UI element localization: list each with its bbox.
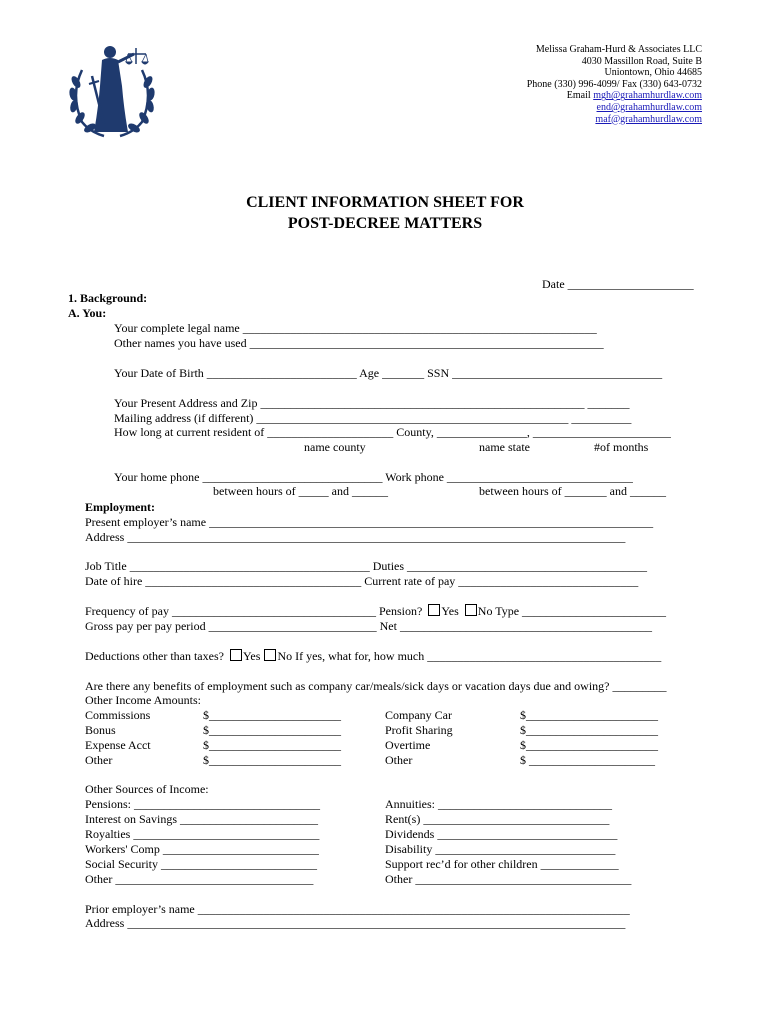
income-value-field[interactable]: $______________________ — [520, 738, 658, 752]
pension-no-checkbox[interactable] — [465, 604, 477, 616]
deductions-detail-field[interactable]: No If yes, what for, how much _______________________________________ — [277, 649, 662, 663]
firm-email-row — [527, 90, 702, 102]
other-source-field[interactable]: Disability ______________________________ — [385, 842, 616, 856]
firm-city: Uniontown, Ohio 44685 — [604, 67, 702, 79]
home-phone-hours[interactable]: between hours of _____ and ______ — [213, 484, 388, 498]
deductions-no-checkbox[interactable] — [264, 649, 276, 661]
other-names-field[interactable]: Other names you have used ___________________________________________________________ — [114, 336, 604, 350]
hire-date-field[interactable]: Date of hire ____________________________________ Current rate of pay ______________________________ — [85, 574, 639, 588]
income-value-field[interactable]: $______________________ — [520, 708, 658, 722]
other-sources-heading: Other Sources of Income: — [85, 782, 209, 796]
income-label: Commissions — [85, 708, 151, 722]
income-label: Overtime — [385, 738, 431, 752]
phone-field[interactable]: Your home phone ______________________________ Work phone _______________________________ — [114, 470, 633, 484]
letterhead — [527, 44, 702, 125]
income-value-field[interactable]: $ _____________________ — [520, 753, 655, 767]
pension-yes-checkbox[interactable] — [428, 604, 440, 616]
title-line-2: POST-DECREE MATTERS — [287, 215, 483, 232]
income-value-field[interactable]: $______________________ — [203, 723, 341, 737]
pay-frequency-row — [85, 604, 666, 618]
deductions-row — [85, 649, 661, 663]
other-source-field[interactable]: Interest on Savings _______________________ — [85, 812, 318, 826]
page-title — [0, 192, 770, 234]
income-label: Profit Sharing — [385, 723, 453, 737]
title-line-1: CLIENT INFORMATION SHEET FOR — [246, 194, 524, 211]
job-title-field[interactable]: Job Title ________________________________________ Duties ________________________________________ — [85, 559, 648, 573]
income-label: Other — [385, 753, 413, 767]
employment-heading: Employment: — [85, 500, 155, 514]
residency-field[interactable]: How long at current resident of _____________________ County, _______________, _______________________ — [114, 425, 671, 439]
work-phone-hours[interactable]: between hours of _______ and ______ — [479, 484, 666, 498]
other-source-field[interactable]: Social Security __________________________ — [85, 857, 317, 871]
income-value-field[interactable]: $______________________ — [203, 738, 341, 752]
deductions-yes-checkbox[interactable] — [230, 649, 242, 661]
pay-frequency-field[interactable]: Frequency of pay __________________________________ Pension? — [85, 604, 423, 618]
other-source-field[interactable]: Pensions: _______________________________ — [85, 797, 321, 811]
other-income-heading: Other Income Amounts: — [85, 693, 201, 707]
email-link-maf[interactable]: maf@grahamhurdlaw.com — [595, 113, 702, 125]
firm-phone: Phone (330) 996-4099/ Fax (330) 643-0732 — [526, 78, 702, 90]
income-value-field[interactable]: $______________________ — [203, 708, 341, 722]
section-background-heading: 1. Background: — [68, 291, 148, 305]
pension-yes-label: Yes — [441, 604, 459, 618]
email-label: Email — [566, 90, 591, 102]
other-source-field[interactable]: Support rec’d for other children _____________ — [385, 857, 619, 871]
label-name-county: name county — [304, 440, 366, 454]
label-name-state: name state — [479, 440, 530, 454]
email-link-mgh[interactable]: mgh@grahamhurdlaw.com — [593, 90, 702, 102]
deductions-label: Deductions other than taxes? — [85, 649, 224, 663]
income-label: Company Car — [385, 708, 452, 722]
dob-age-ssn-field[interactable]: Your Date of Birth _________________________ Age _______ SSN ___________________________________ — [114, 366, 663, 380]
pension-no-type-field[interactable]: No Type ________________________ — [477, 604, 667, 618]
mailing-address-field[interactable]: Mailing address (if different) ____________________________________________________ __________ — [114, 411, 632, 425]
date-field[interactable]: Date _____________________ — [542, 277, 694, 291]
employer-address-field[interactable]: Address ___________________________________________________________________________________ — [85, 530, 626, 544]
other-source-field[interactable]: Annuities: _____________________________ — [385, 797, 612, 811]
income-label: Other — [85, 753, 113, 767]
subsection-you-heading: A. You: — [68, 306, 107, 320]
other-source-field[interactable]: Royalties _______________________________ — [85, 827, 320, 841]
other-source-field[interactable]: Dividends ______________________________ — [385, 827, 618, 841]
firm-street: 4030 Massillon Road, Suite B — [581, 55, 702, 67]
income-value-field[interactable]: $______________________ — [520, 723, 658, 737]
income-value-field[interactable]: $______________________ — [203, 753, 341, 767]
deductions-yes-label: Yes — [242, 649, 261, 663]
other-source-field[interactable]: Other ____________________________________ — [385, 872, 632, 886]
email-link-end[interactable]: end@grahamhurdlaw.com — [596, 101, 702, 113]
firm-name: Melissa Graham-Hurd & Associates LLC — [535, 44, 702, 55]
employer-name-field[interactable]: Present employer’s name __________________________________________________________________________ — [85, 515, 654, 529]
prior-employer-name-field[interactable]: Prior employer’s name ________________________________________________________________________ — [85, 902, 630, 916]
benefits-field[interactable]: Are there any benefits of employment such as company car/meals/sick days or vacation days due and owing? _________ — [85, 679, 667, 693]
legal-name-field[interactable]: Your complete legal name ___________________________________________________________ — [114, 321, 597, 335]
income-label: Bonus — [85, 723, 116, 737]
income-label: Expense Acct — [85, 738, 151, 752]
lady-justice-logo — [64, 40, 160, 140]
other-source-field[interactable]: Rent(s) _______________________________ — [385, 812, 610, 826]
present-address-field[interactable]: Your Present Address and Zip ______________________________________________________ _______ — [114, 396, 630, 410]
label-num-months: #of months — [594, 440, 649, 454]
prior-employer-address-field[interactable]: Address ___________________________________________________________________________________ — [85, 916, 626, 930]
gross-net-field[interactable]: Gross pay per pay period ____________________________ Net __________________________________________ — [85, 619, 652, 633]
other-source-field[interactable]: Other _________________________________ — [85, 872, 314, 886]
other-source-field[interactable]: Workers' Comp __________________________ — [85, 842, 319, 856]
